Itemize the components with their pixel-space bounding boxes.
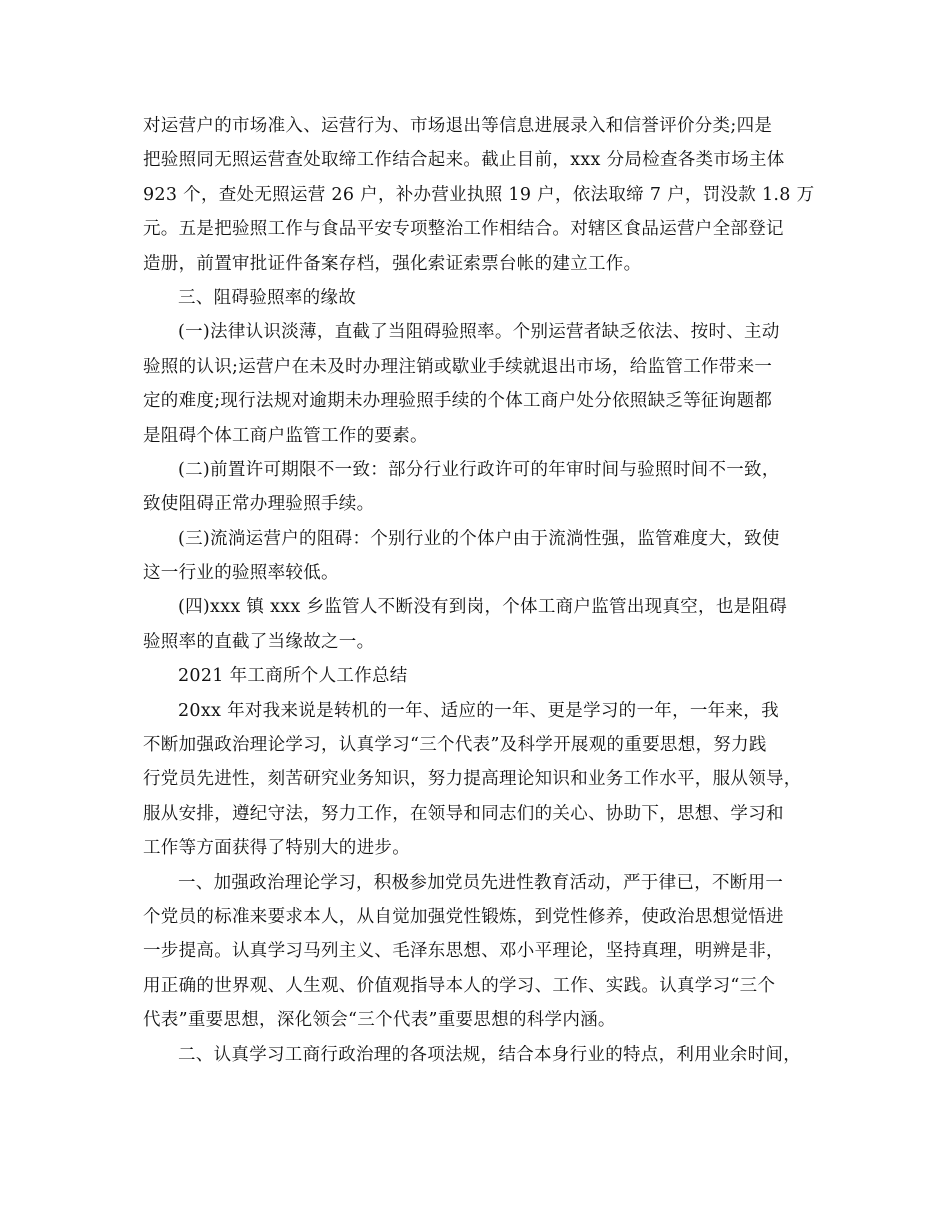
text-line: (一)法律认识淡薄，直截了当阻碍验照率。个别运营者缺乏依法、按时、主动 bbox=[178, 322, 780, 343]
text-line: 这一行业的验照率较低。 bbox=[143, 563, 339, 584]
text-line: (二)前置许可期限不一致：部分行业行政许可的年审时间与验照时间不一致， bbox=[178, 459, 780, 480]
text-line: 一、加强政治理论学习，积极参加党员先进性教育活动，严于律已，不断用一 bbox=[178, 872, 784, 893]
text-line: 把验照同无照运营查处取缔工作结合起来。截止目前，xxx 分局检查各类市场主体 bbox=[143, 150, 785, 171]
text-line: 不断加强政治理论学习，认真学习“三个代表”及科学开展观的重要思想，努力践 bbox=[143, 735, 767, 756]
text-line: 二、认真学习工商行政治理的各项法规，结合本身行业的特点，利用业余时间， bbox=[178, 1044, 801, 1065]
text-line: 2021 年工商所个人工作总结 bbox=[178, 666, 408, 687]
text-line: 三、阻碍验照率的缘故 bbox=[178, 287, 356, 308]
text-line: 923 个，查处无照运营 26 户，补办营业执照 19 户，依法取缔 7 户，罚没款 1.8 万 bbox=[143, 184, 815, 205]
text-line: 定的难度;现行法规对逾期未办理验照手续的个体工商户处分依照缺乏等征询题都 bbox=[143, 391, 773, 412]
text-line: 元。五是把验照工作与食品平安专项整治工作相结合。对辖区食品运营户全部登记 bbox=[143, 219, 784, 240]
text-line: 对运营户的市场准入、运营行为、市场退出等信息进展录入和信誉评价分类;四是 bbox=[143, 116, 773, 136]
text-line: 20xx 年对我来说是转机的一年、适应的一年、更是学习的一年，一年来，我 bbox=[178, 700, 779, 721]
text-line: 验照率的直截了当缘故之一。 bbox=[143, 631, 375, 652]
text-line: 工作等方面获得了特别大的进步。 bbox=[143, 838, 410, 859]
text-line: 造册，前置审批证件备案存档，强化索证索票台帐的建立工作。 bbox=[143, 253, 642, 274]
document-body bbox=[143, 109, 823, 1072]
text-line: 服从安排，遵纪守法，努力工作，在领导和同志们的关心、协助下，思想、学习和 bbox=[143, 803, 784, 824]
text-line: 验照的认识;运营户在未及时办理注销或歇业手续就退出市场，给监管工作带来一 bbox=[143, 356, 773, 377]
text-line: 致使阻碍正常办理验照手续。 bbox=[143, 494, 375, 515]
text-line: 用正确的世界观、人生观、价值观指导本人的学习、工作、实践。认真学习“三个 bbox=[143, 975, 776, 996]
text-line: 代表”重要思想，深化领会“三个代表”重要思想的科学内涵。 bbox=[143, 1010, 616, 1031]
text-line: 一步提高。认真学习马列主义、毛泽东思想、邓小平理论，坚持真理，明辨是非， bbox=[143, 941, 784, 962]
text-line: (四)xxx 镇 xxx 乡监管人不断没有到岗，个体工商户监管出现真空，也是阻碍 bbox=[178, 597, 788, 618]
text-line: (三)流淌运营户的阻碍：个别行业的个体户由于流淌性强，监管难度大，致使 bbox=[178, 528, 780, 549]
text-line: 行党员先进性，刻苦研究业务知识，努力提高理论知识和业务工作水平，服从领导， bbox=[143, 769, 802, 790]
text-line: 个党员的标准来要求本人，从自觉加强党性锻炼，到党性修养，使政治思想觉悟进 bbox=[143, 906, 784, 927]
text-line: 是阻碍个体工商户监管工作的要素。 bbox=[143, 425, 428, 446]
